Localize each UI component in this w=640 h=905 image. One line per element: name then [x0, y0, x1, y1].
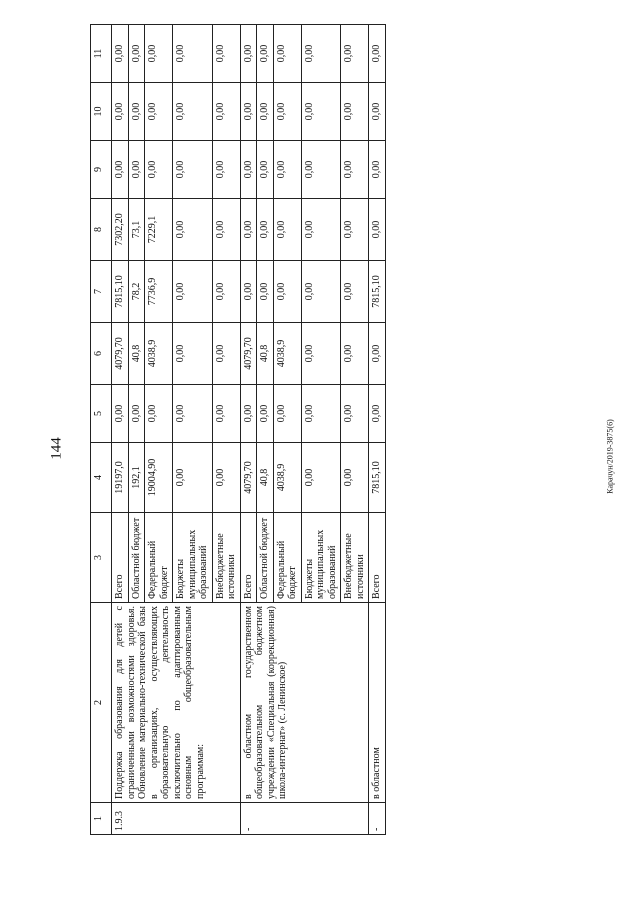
amount-cell: 19004,90 — [145, 443, 173, 513]
table-row — [112, 25, 129, 835]
amount-cell: 0,00 — [112, 141, 129, 199]
amount-cell: 0,00 — [212, 385, 240, 443]
amount-cell: 0,00 — [273, 199, 301, 261]
amount-cell: 4079,70 — [240, 443, 257, 513]
amount-cell: 0,00 — [301, 443, 341, 513]
amount-cell: 0,00 — [257, 199, 274, 261]
amount-cell: 0,00 — [301, 141, 341, 199]
amount-cell: 0,00 — [145, 25, 173, 83]
item-description-cell: в областном государственном общеобразовательном бюджетном учреждении «Специальная (коррекционная) школа-интернат» (с. Ленинское) — [240, 603, 369, 803]
amount-cell: 7229,1 — [145, 199, 173, 261]
amount-cell: 7815,10 — [369, 443, 386, 513]
amount-cell: 0,00 — [212, 261, 240, 323]
amount-cell: 0,00 — [128, 385, 145, 443]
column-header: 3 — [91, 513, 112, 603]
amount-cell: 0,00 — [257, 261, 274, 323]
amount-cell: 4079,70 — [112, 323, 129, 385]
amount-cell: 4079,70 — [240, 323, 257, 385]
amount-cell: 0,00 — [128, 141, 145, 199]
amount-cell: 0,00 — [301, 323, 341, 385]
amount-cell: 0,00 — [212, 83, 240, 141]
funding-source-cell: Областной бюджет — [128, 513, 145, 603]
funding-table — [90, 24, 386, 835]
amount-cell: 0,00 — [240, 385, 257, 443]
amount-cell: 0,00 — [240, 83, 257, 141]
funding-source-cell: Федеральный бюджет — [145, 513, 173, 603]
amount-cell: 0,00 — [257, 141, 274, 199]
funding-source-cell: Бюджеты муниципальных образований — [301, 513, 341, 603]
amount-cell: 0,00 — [301, 25, 341, 83]
column-header: 1 — [91, 803, 112, 835]
amount-cell: 0,00 — [173, 323, 213, 385]
amount-cell: 0,00 — [240, 199, 257, 261]
amount-cell: 0,00 — [173, 25, 213, 83]
item-number-cell: - — [240, 803, 369, 835]
amount-cell: 0,00 — [341, 443, 369, 513]
column-header: 6 — [91, 323, 112, 385]
funding-source-cell: Всего — [240, 513, 257, 603]
amount-cell: 0,00 — [128, 83, 145, 141]
amount-cell: 40,8 — [257, 323, 274, 385]
amount-cell: 0,00 — [145, 141, 173, 199]
amount-cell: 0,00 — [212, 323, 240, 385]
item-number-cell: 1.9.3 — [112, 803, 241, 835]
funding-source-cell: Внебюджетные источники — [341, 513, 369, 603]
column-header: 4 — [91, 443, 112, 513]
column-header: 10 — [91, 83, 112, 141]
amount-cell: 0,00 — [273, 385, 301, 443]
amount-cell: 0,00 — [212, 443, 240, 513]
amount-cell: 0,00 — [273, 83, 301, 141]
amount-cell: 0,00 — [341, 261, 369, 323]
amount-cell: 0,00 — [369, 385, 386, 443]
amount-cell: 0,00 — [301, 199, 341, 261]
column-header: 2 — [91, 603, 112, 803]
funding-source-cell: Всего — [112, 513, 129, 603]
amount-cell: 0,00 — [173, 261, 213, 323]
column-header: 11 — [91, 25, 112, 83]
amount-cell: 0,00 — [273, 25, 301, 83]
amount-cell: 0,00 — [341, 385, 369, 443]
amount-cell: 0,00 — [212, 141, 240, 199]
amount-cell: 4038,9 — [273, 323, 301, 385]
amount-cell: 7302,20 — [112, 199, 129, 261]
item-description-cell: Поддержка образования для детей с ограниченными возможностями здоровья. Обновление материально-технической базы в организациях, осуществляющих образовательную деятельность исключительно по адаптированным основным общеобразовательным программам: — [112, 603, 241, 803]
amount-cell: 0,00 — [341, 323, 369, 385]
amount-cell: 0,00 — [301, 261, 341, 323]
amount-cell: 0,00 — [240, 25, 257, 83]
funding-source-cell: Внебюджетные источники — [212, 513, 240, 603]
amount-cell: 192,1 — [128, 443, 145, 513]
rotated-table-container — [90, 25, 560, 835]
column-header: 8 — [91, 199, 112, 261]
funding-source-cell: Областной бюджет — [257, 513, 274, 603]
amount-cell: 7815,10 — [112, 261, 129, 323]
amount-cell: 0,00 — [341, 25, 369, 83]
amount-cell: 0,00 — [128, 25, 145, 83]
funding-source-cell: Федеральный бюджет — [273, 513, 301, 603]
amount-cell: 0,00 — [240, 141, 257, 199]
amount-cell: 4038,9 — [145, 323, 173, 385]
column-header: 7 — [91, 261, 112, 323]
amount-cell: 0,00 — [240, 261, 257, 323]
amount-cell: 0,00 — [173, 385, 213, 443]
amount-cell: 0,00 — [145, 83, 173, 141]
amount-cell: 0,00 — [212, 199, 240, 261]
amount-cell: 0,00 — [257, 83, 274, 141]
amount-cell: 0,00 — [173, 83, 213, 141]
column-number-row — [91, 25, 112, 835]
amount-cell: 0,00 — [173, 141, 213, 199]
funding-source-cell: Всего — [369, 513, 386, 603]
amount-cell: 0,00 — [341, 141, 369, 199]
amount-cell: 0,00 — [369, 199, 386, 261]
amount-cell: 40,8 — [128, 323, 145, 385]
amount-cell: 0,00 — [273, 261, 301, 323]
document-reference-note: Карачун/2019-3875(6) — [605, 419, 615, 494]
column-header: 9 — [91, 141, 112, 199]
amount-cell: 0,00 — [301, 385, 341, 443]
amount-cell: 0,00 — [257, 25, 274, 83]
amount-cell: 0,00 — [145, 385, 173, 443]
table-row — [240, 25, 257, 835]
amount-cell: 0,00 — [369, 25, 386, 83]
amount-cell: 0,00 — [173, 443, 213, 513]
page-number: 144 — [48, 437, 65, 460]
amount-cell: 0,00 — [369, 323, 386, 385]
table-row — [369, 25, 386, 835]
amount-cell: 0,00 — [112, 83, 129, 141]
amount-cell: 0,00 — [112, 385, 129, 443]
amount-cell: 0,00 — [369, 83, 386, 141]
amount-cell: 40,8 — [257, 443, 274, 513]
amount-cell: 19197,0 — [112, 443, 129, 513]
amount-cell: 73,1 — [128, 199, 145, 261]
amount-cell: 0,00 — [341, 199, 369, 261]
item-number-cell: - — [369, 803, 386, 835]
amount-cell: 7815,10 — [369, 261, 386, 323]
amount-cell: 0,00 — [112, 25, 129, 83]
amount-cell: 0,00 — [173, 199, 213, 261]
amount-cell: 0,00 — [273, 141, 301, 199]
amount-cell: 0,00 — [341, 83, 369, 141]
amount-cell: 7736,9 — [145, 261, 173, 323]
column-header: 5 — [91, 385, 112, 443]
amount-cell: 4038,9 — [273, 443, 301, 513]
amount-cell: 0,00 — [369, 141, 386, 199]
funding-source-cell: Бюджеты муниципальных образований — [173, 513, 213, 603]
item-description-cell: в областном — [369, 603, 386, 803]
amount-cell: 0,00 — [301, 83, 341, 141]
amount-cell: 0,00 — [212, 25, 240, 83]
amount-cell: 0,00 — [257, 385, 274, 443]
amount-cell: 78,2 — [128, 261, 145, 323]
